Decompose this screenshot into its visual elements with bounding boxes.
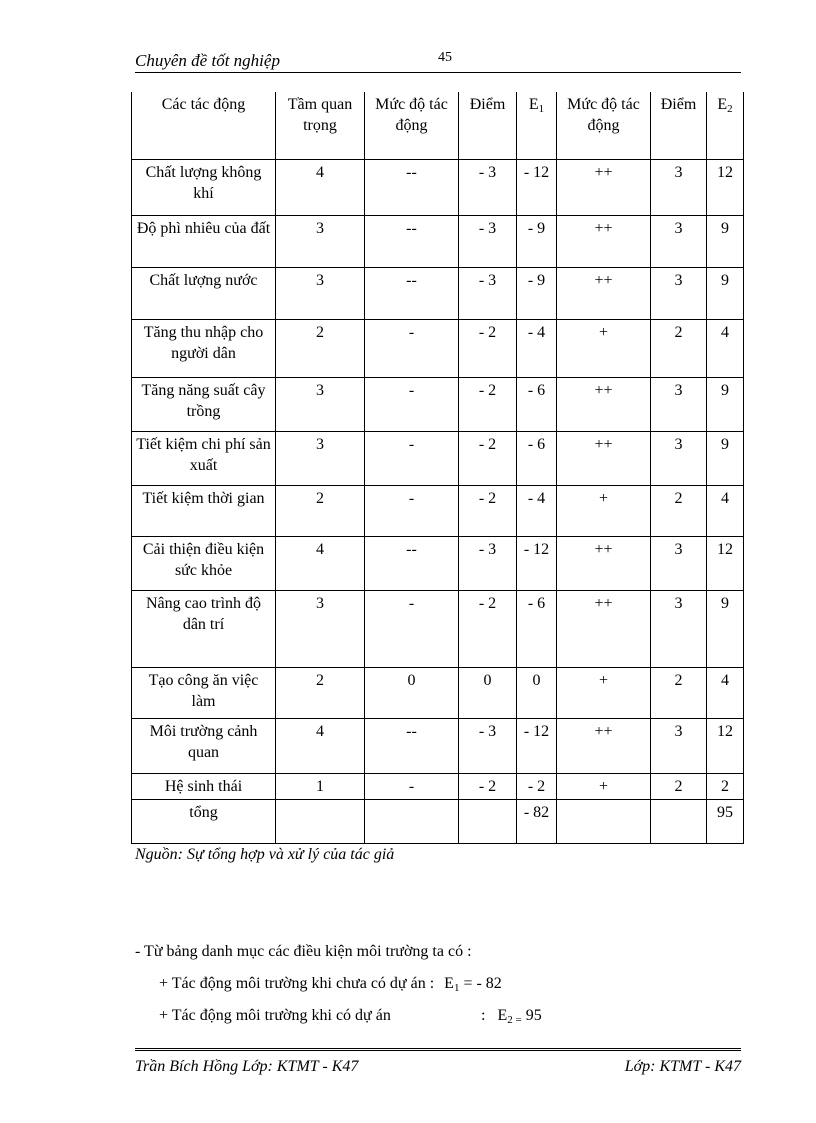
cell-level-2: ++ [557, 431, 651, 485]
cell-e1: - 6 [517, 377, 557, 431]
cell-score-1 [459, 799, 517, 843]
cell-score-1: - 3 [459, 536, 517, 590]
cell-e2: 9 [707, 431, 744, 485]
cell-score-2: 3 [651, 267, 707, 319]
cell-level-1: -- [365, 159, 459, 215]
cell-e1: - 4 [517, 319, 557, 377]
conclusion-intro: - Từ bảng danh mục các điều kiện môi trường ta có : [135, 943, 472, 960]
cell-score-1: - 2 [459, 431, 517, 485]
cell-impact: Môi trường cảnh quan [132, 718, 276, 773]
cell-level-2: ++ [557, 718, 651, 773]
cell-importance: 3 [276, 590, 365, 667]
cell-e2: 12 [707, 536, 744, 590]
col-header-impacts: Các tác động [132, 92, 276, 159]
table-row [132, 215, 744, 267]
cell-level-1: - [365, 590, 459, 667]
cell-score-2: 2 [651, 319, 707, 377]
cell-e1: - 82 [517, 799, 557, 843]
cell-e2: 9 [707, 267, 744, 319]
cell-impact: Độ phì nhiêu của đất [132, 215, 276, 267]
cell-level-2: ++ [557, 215, 651, 267]
cell-e2: 9 [707, 590, 744, 667]
table-row [132, 590, 744, 667]
impact-table [131, 92, 744, 844]
cell-level-2: ++ [557, 377, 651, 431]
cell-e2: 4 [707, 319, 744, 377]
cell-e1: - 12 [517, 536, 557, 590]
col-header-e1: $E_1$ [517, 92, 557, 159]
cell-impact: Tăng thu nhập cho người dân [132, 319, 276, 377]
cell-e2: 4 [707, 667, 744, 718]
cell-score-1: - 3 [459, 215, 517, 267]
cell-level-2: ++ [557, 536, 651, 590]
cell-impact: Cải thiện điều kiện sức khỏe [132, 536, 276, 590]
cell-e1: - 6 [517, 590, 557, 667]
cell-e1: - 12 [517, 159, 557, 215]
cell-score-2: 2 [651, 485, 707, 536]
cell-score-2: 3 [651, 431, 707, 485]
cell-score-1: 0 [459, 667, 517, 718]
table-row [132, 159, 744, 215]
cell-level-1: -- [365, 267, 459, 319]
cell-importance: 2 [276, 319, 365, 377]
cell-e1: - 9 [517, 215, 557, 267]
cell-level-2: ++ [557, 590, 651, 667]
table-row [132, 799, 744, 843]
cell-impact: Chất lượng không khí [132, 159, 276, 215]
cell-e2: 9 [707, 377, 744, 431]
page-footer [135, 1048, 741, 1077]
cell-e2: 12 [707, 159, 744, 215]
cell-importance: 3 [276, 431, 365, 485]
col-header-score-2: Điểm [651, 92, 707, 159]
cell-impact: Tiết kiệm thời gian [132, 485, 276, 536]
table-row [132, 718, 744, 773]
col-header-e2: $E_2$ [707, 92, 744, 159]
cell-score-2: 3 [651, 718, 707, 773]
cell-importance [276, 799, 365, 843]
cell-score-2: 2 [651, 667, 707, 718]
cell-importance: 4 [276, 718, 365, 773]
cell-impact: Tạo công ăn việc làm [132, 667, 276, 718]
cell-level-2: + [557, 773, 651, 799]
cell-score-1: - 3 [459, 159, 517, 215]
cell-e1: 0 [517, 667, 557, 718]
cell-impact: Chất lượng nước [132, 267, 276, 319]
cell-e1: - 6 [517, 431, 557, 485]
cell-importance: 4 [276, 536, 365, 590]
cell-score-2: 2 [651, 773, 707, 799]
footer-right: Lớp: KTMT - K47 [624, 1058, 741, 1075]
cell-impact: Tăng năng suất cây trồng [132, 377, 276, 431]
cell-level-2: + [557, 485, 651, 536]
cell-level-2 [557, 799, 651, 843]
cell-level-1: 0 [365, 667, 459, 718]
cell-level-1 [365, 799, 459, 843]
cell-level-1: - [365, 485, 459, 536]
cell-score-2: 3 [651, 377, 707, 431]
cell-level-1: - [365, 377, 459, 431]
cell-e2: 9 [707, 215, 744, 267]
cell-e1: - 9 [517, 267, 557, 319]
cell-level-2: + [557, 319, 651, 377]
cell-impact: Nâng cao trình độ dân trí [132, 590, 276, 667]
table-row [132, 431, 744, 485]
cell-impact: tổng [132, 799, 276, 843]
page-number: 45 [438, 50, 452, 65]
conclusion-line-2: + Tác động môi trường khi có dự án : $E_{2 =}$ 95 [159, 1007, 542, 1026]
cell-e1: - 2 [517, 773, 557, 799]
table-row [132, 485, 744, 536]
cell-importance: 2 [276, 667, 365, 718]
cell-importance: 3 [276, 377, 365, 431]
cell-importance: 3 [276, 215, 365, 267]
cell-score-2 [651, 799, 707, 843]
cell-level-1: - [365, 431, 459, 485]
cell-e2: 4 [707, 485, 744, 536]
table-header-row [132, 92, 744, 159]
cell-importance: 1 [276, 773, 365, 799]
col-header-importance: Tầm quan trọng [276, 92, 365, 159]
footer-left: Trần Bích Hồng Lớp: KTMT - K47 [135, 1058, 359, 1075]
cell-e2: 2 [707, 773, 744, 799]
cell-score-2: 3 [651, 536, 707, 590]
cell-level-1: -- [365, 536, 459, 590]
cell-level-1: - [365, 319, 459, 377]
cell-score-1: - 2 [459, 485, 517, 536]
cell-score-1: - 2 [459, 319, 517, 377]
cell-level-1: - [365, 773, 459, 799]
cell-e1: - 4 [517, 485, 557, 536]
table-row [132, 773, 744, 799]
table-row [132, 536, 744, 590]
cell-score-1: - 3 [459, 267, 517, 319]
col-header-impact-level-2: Mức độ tác động [557, 92, 651, 159]
cell-score-1: - 3 [459, 718, 517, 773]
cell-e1: - 12 [517, 718, 557, 773]
cell-level-2: + [557, 667, 651, 718]
source-note: Nguồn: Sự tổng hợp và xử lý của tác giả [135, 846, 395, 863]
cell-e2: 12 [707, 718, 744, 773]
cell-level-1: -- [365, 718, 459, 773]
cell-score-2: 3 [651, 590, 707, 667]
conclusion-line-1: + Tác động môi trường khi chưa có dự án : $E_1$ = - 82 [159, 975, 502, 994]
cell-score-2: 3 [651, 159, 707, 215]
page-header [135, 50, 741, 73]
cell-level-2: ++ [557, 267, 651, 319]
cell-score-1: - 2 [459, 590, 517, 667]
cell-score-1: - 2 [459, 773, 517, 799]
cell-importance: 4 [276, 159, 365, 215]
cell-score-1: - 2 [459, 377, 517, 431]
cell-importance: 2 [276, 485, 365, 536]
cell-e2: 95 [707, 799, 744, 843]
cell-importance: 3 [276, 267, 365, 319]
cell-level-1: -- [365, 215, 459, 267]
header-title: Chuyên đề tốt nghiệp [135, 51, 280, 70]
table-row [132, 667, 744, 718]
cell-impact: Hệ sinh thái [132, 773, 276, 799]
table-row [132, 319, 744, 377]
cell-level-2: ++ [557, 159, 651, 215]
table-row [132, 377, 744, 431]
cell-score-2: 3 [651, 215, 707, 267]
cell-impact: Tiết kiệm chi phí sản xuất [132, 431, 276, 485]
col-header-score-1: Điểm [459, 92, 517, 159]
col-header-impact-level-1: Mức độ tác động [365, 92, 459, 159]
table-row [132, 267, 744, 319]
